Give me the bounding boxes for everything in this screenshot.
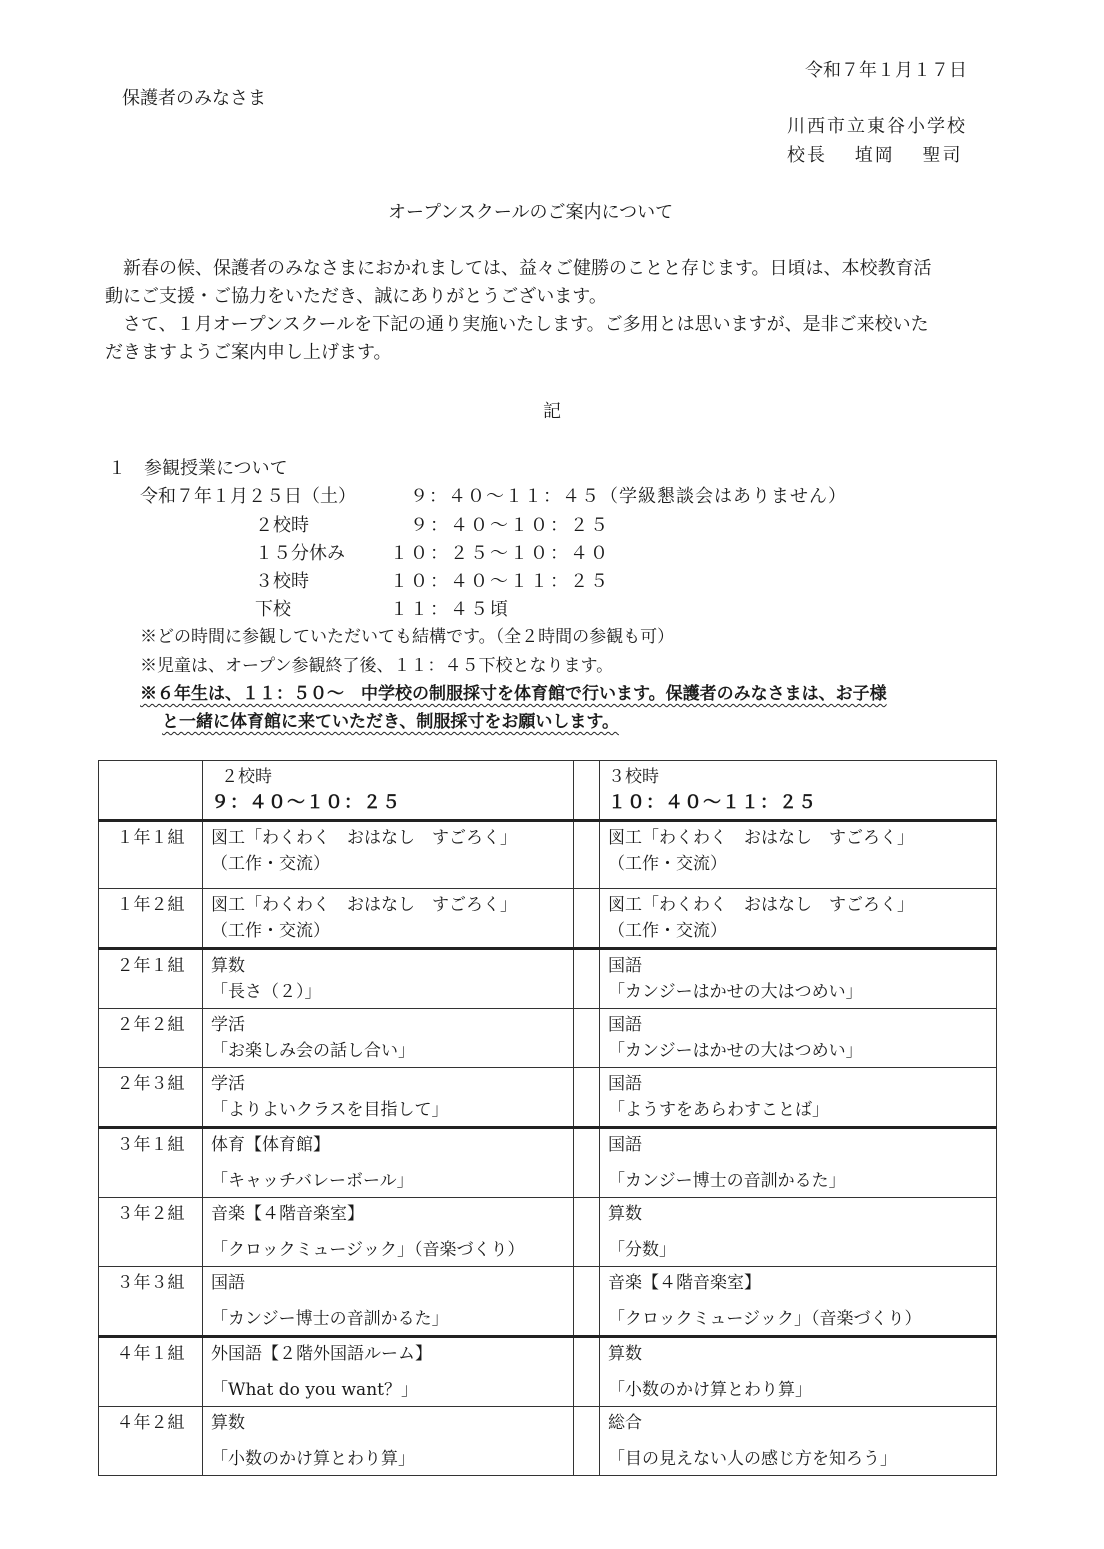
- ki-heading: 記: [543, 401, 561, 422]
- intro-line: 動にご支援・ご協力をいただき、誠にありがとうございます。: [105, 286, 607, 307]
- note-any-time: ※どの時間に参観していただいても結構です。（全２時間の参観も可）: [140, 627, 675, 647]
- period3-cell: [600, 1198, 997, 1267]
- header-empty-cell: [99, 761, 203, 821]
- table-header-row: [99, 761, 997, 821]
- period2-cell: [203, 1337, 574, 1407]
- intro-paragraph: [105, 255, 1005, 367]
- period3-cell: [600, 889, 997, 949]
- period3-cell: [600, 1128, 997, 1198]
- subject: 算数: [211, 1413, 245, 1433]
- note-uniform-line1: ※６年生は、１１：５０～ 中学校の制服採寸を体育館で行います。保護者のみなさまは、お子様: [140, 684, 887, 704]
- subject: 図工「わくわく おはなし すごろく」: [211, 895, 517, 915]
- column-gap: [574, 1407, 600, 1476]
- lesson: 「クロックミュージック」（音楽づくり）: [608, 1309, 922, 1329]
- visit-time: ９：４０～１１：４５（学級懇談会はありません）: [410, 486, 847, 507]
- period2-cell: [203, 1198, 574, 1267]
- subject: 学活: [211, 1015, 245, 1035]
- period2-cell: [203, 1009, 574, 1068]
- subject: 音楽【４階音楽室】: [211, 1204, 364, 1224]
- lesson: 「キャッチバレーボール」: [211, 1171, 414, 1191]
- subject: 体育【体育館】: [211, 1135, 330, 1155]
- subject: 学活: [211, 1074, 245, 1094]
- intro-line: さて、１月オープンスクールを下記の通り実施いたします。ご多用とは思いますが、是非ご来校いた: [123, 314, 929, 335]
- period2-cell: [203, 1128, 574, 1198]
- header-period2: [203, 761, 574, 821]
- schedule-label: ２校時: [255, 515, 309, 536]
- lesson: 「分数」: [608, 1240, 676, 1260]
- subject: 国語: [211, 1273, 245, 1293]
- table-row: [99, 1407, 997, 1476]
- period2-cell: [203, 1068, 574, 1128]
- lesson: 「カンジー博士の音訓かるた」: [211, 1309, 449, 1329]
- period2-time: ９：４０～１０：２５: [211, 792, 401, 813]
- period3-cell: [600, 1267, 997, 1337]
- class-name: １年１組: [99, 821, 203, 889]
- column-gap: [574, 1267, 600, 1337]
- column-gap: [574, 1198, 600, 1267]
- table-row: [99, 1068, 997, 1128]
- class-name: ２年２組: [99, 1009, 203, 1068]
- subject: 算数: [608, 1204, 642, 1224]
- lesson: 「What do you want？」: [211, 1380, 418, 1400]
- class-name: ２年３組: [99, 1068, 203, 1128]
- schedule-label: 下校: [255, 599, 291, 620]
- period3-time: １０：４０～１１：２５: [608, 792, 817, 813]
- period2-cell: [203, 889, 574, 949]
- school-name: 川西市立東谷小学校: [787, 116, 967, 137]
- period2-cell: [203, 949, 574, 1009]
- subject: 国語: [608, 1135, 642, 1155]
- schedule-time: １１：４５頃: [390, 599, 510, 620]
- subject: 図工「わくわく おはなし すごろく」: [608, 895, 914, 915]
- period2-cell: [203, 821, 574, 889]
- lesson: 「カンジーはかせの大はつめい」: [608, 1041, 863, 1061]
- table-row: [99, 1128, 997, 1198]
- note-dismissal: ※児童は、オープン参観終了後、１１：４５下校となります。: [140, 656, 614, 676]
- table-row: [99, 1267, 997, 1337]
- header-period3: [600, 761, 997, 821]
- lesson: 「よりよいクラスを目指して」: [211, 1100, 449, 1120]
- column-gap: [574, 1009, 600, 1068]
- subject: 外国語【２階外国語ルーム】: [211, 1344, 432, 1364]
- document-title: オープンスクールのご案内について: [388, 202, 674, 223]
- table-row: [99, 821, 997, 889]
- addressee: 保護者のみなさま: [122, 88, 266, 109]
- table-row: [99, 949, 997, 1009]
- lesson: 「目の見えない人の感じ方を知ろう」: [608, 1449, 897, 1469]
- table-row: [99, 1009, 997, 1068]
- lesson: 「長さ（２）」: [211, 982, 322, 1002]
- class-name: ３年３組: [99, 1267, 203, 1337]
- period3-cell: [600, 1407, 997, 1476]
- table-row: [99, 1198, 997, 1267]
- lesson: 「カンジーはかせの大はつめい」: [608, 982, 863, 1002]
- class-name: ３年１組: [99, 1128, 203, 1198]
- period3-cell: [600, 1337, 997, 1407]
- class-name: ３年２組: [99, 1198, 203, 1267]
- lesson: 「カンジー博士の音訓かるた」: [608, 1171, 846, 1191]
- intro-line: 新春の候、保護者のみなさまにおかれましては、益々ご健勝のことと存じます。日頃は、本校教育活: [123, 258, 932, 279]
- class-name: １年２組: [99, 889, 203, 949]
- schedule-label: １５分休み: [255, 543, 345, 564]
- lesson: （工作・交流）: [608, 921, 727, 941]
- visit-date: 令和７年１月２５日（土）: [140, 486, 356, 507]
- lesson: 「ようすをあらわすことば」: [608, 1100, 829, 1120]
- schedule-time: １０：４０～１１：２５: [390, 571, 610, 592]
- period2-cell: [203, 1407, 574, 1476]
- schedule-time: ９：４０～１０：２５: [410, 515, 610, 536]
- subject: 国語: [608, 1074, 642, 1094]
- note-uniform-line2: と一緒に体育館に来ていただき、制服採寸をお願いします。: [162, 712, 619, 732]
- subject: 算数: [211, 956, 245, 976]
- lesson: （工作・交流）: [211, 921, 330, 941]
- period3-cell: [600, 949, 997, 1009]
- section1-heading: １ 参観授業について: [108, 458, 288, 479]
- subject: 国語: [608, 956, 642, 976]
- period2-cell: [203, 1267, 574, 1337]
- column-gap: [574, 1128, 600, 1198]
- lesson: 「小数のかけ算とわり算」: [211, 1449, 415, 1469]
- lesson: （工作・交流）: [211, 854, 330, 874]
- schedule-time: １０：２５～１０：４０: [390, 543, 610, 564]
- period3-cell: [600, 1009, 997, 1068]
- lesson: 「小数のかけ算とわり算」: [608, 1380, 812, 1400]
- class-schedule-table: [98, 760, 997, 1476]
- lesson: （工作・交流）: [608, 854, 727, 874]
- intro-line: だきますようご案内申し上げます。: [105, 342, 392, 363]
- column-gap: [574, 1337, 600, 1407]
- class-name: ２年１組: [99, 949, 203, 1009]
- class-name: ４年１組: [99, 1337, 203, 1407]
- table-row: [99, 889, 997, 949]
- subject: 算数: [608, 1344, 642, 1364]
- column-gap: [574, 889, 600, 949]
- subject: 図工「わくわく おはなし すごろく」: [608, 828, 914, 848]
- period2-label: ２校時: [221, 767, 272, 787]
- period3-cell: [600, 821, 997, 889]
- column-gap: [574, 949, 600, 1009]
- principal-name: 校長 埴岡 聖司: [787, 145, 963, 166]
- lesson: 「お楽しみ会の話し合い」: [211, 1041, 415, 1061]
- period3-label: ３校時: [608, 767, 659, 787]
- schedule-label: ３校時: [255, 571, 309, 592]
- subject: 音楽【４階音楽室】: [608, 1273, 761, 1293]
- subject: 総合: [608, 1413, 642, 1433]
- subject: 国語: [608, 1015, 642, 1035]
- lesson: 「クロックミュージック」（音楽づくり）: [211, 1240, 525, 1260]
- document-date: 令和７年１月１７日: [805, 60, 967, 81]
- table-row: [99, 1337, 997, 1407]
- subject: 図工「わくわく おはなし すごろく」: [211, 828, 517, 848]
- column-gap: [574, 821, 600, 889]
- class-name: ４年２組: [99, 1407, 203, 1476]
- column-gap: [574, 761, 600, 821]
- column-gap: [574, 1068, 600, 1128]
- period3-cell: [600, 1068, 997, 1128]
